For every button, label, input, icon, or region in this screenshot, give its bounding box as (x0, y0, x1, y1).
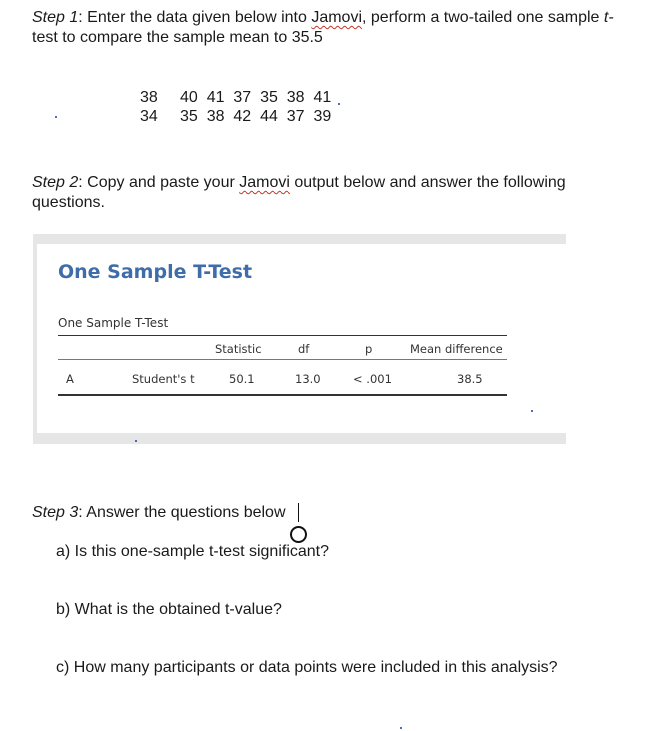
data-row-1: 38 40 41 37 35 38 41 (140, 89, 332, 106)
step1-text-line2: test to compare the sample mean to 35.5 (32, 29, 323, 46)
data-row-2: 34 35 38 42 44 37 39 (140, 108, 332, 125)
cell-statistic: 50.1 (229, 372, 255, 386)
step2-instructions (32, 173, 632, 213)
step2-text-b: output below and answer the following (289, 174, 566, 191)
question-a: a) Is this one-sample t-test significant? (56, 543, 330, 560)
stray-dot (55, 116, 57, 118)
step2-text-a: : Copy and paste your (78, 174, 240, 191)
panel-bottom-border (33, 433, 566, 444)
panel-top-border (33, 234, 566, 244)
stray-dot (338, 103, 340, 105)
jamovi-output-panel (33, 234, 566, 444)
cursor-ring-icon (290, 526, 307, 543)
cell-test: Student's t (132, 372, 195, 386)
cell-variable: A (66, 372, 74, 386)
step2-jamovi-word: Jamovi (239, 174, 290, 191)
question-c: c) How many participants or data points were included in this analysis? (56, 659, 558, 676)
cell-df: 13.0 (295, 372, 321, 386)
question-b: b) What is the obtained t-value? (56, 601, 282, 618)
table-top-rule (58, 335, 507, 336)
col-header-mean-difference: Mean difference (410, 342, 503, 356)
step3-text: : Answer the questions below (78, 504, 286, 521)
step1-jamovi-word: Jamovi (311, 9, 362, 26)
col-header-df: df (298, 342, 310, 356)
cell-p: < .001 (353, 372, 392, 386)
step3-instructions (32, 503, 632, 523)
step3-label: Step 3 (32, 504, 79, 521)
step1-t: t- (603, 9, 614, 26)
panel-left-border (33, 234, 37, 444)
table-header-rule (58, 359, 507, 360)
step2-label: Step 2 (32, 174, 79, 191)
step1-label: Step 1 (32, 9, 79, 26)
step1-text-b: , perform a two-tailed one sample (362, 9, 604, 26)
step1-text-a: : Enter the data given below into (78, 9, 312, 26)
col-header-p: p (365, 342, 373, 356)
jamovi-table-caption: One Sample T-Test (58, 316, 169, 330)
step2-text-line2: questions. (32, 194, 105, 211)
stray-dot (400, 727, 402, 729)
col-header-statistic: Statistic (215, 342, 262, 356)
table-bottom-rule (58, 394, 507, 396)
cell-mean-difference: 38.5 (457, 372, 483, 386)
stray-dot (135, 440, 137, 442)
jamovi-title: One Sample T-Test (58, 261, 253, 283)
text-caret (298, 503, 299, 522)
stray-dot (531, 410, 533, 412)
step1-instructions (32, 8, 632, 48)
